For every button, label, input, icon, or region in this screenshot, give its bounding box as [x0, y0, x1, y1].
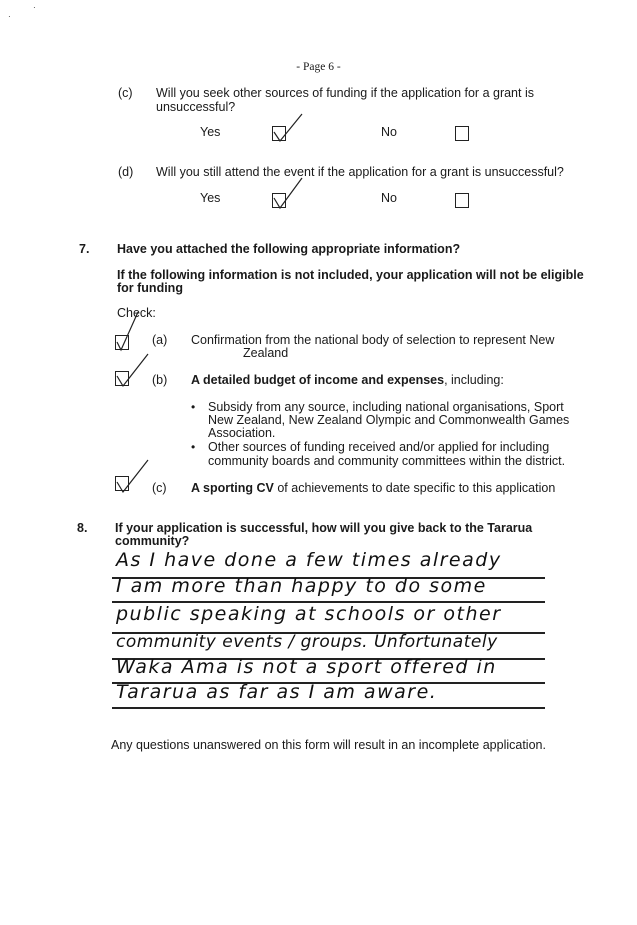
question-7-warning-line2: for funding: [117, 281, 183, 295]
bullet-2-line1: Other sources of funding received and/or applied for including: [208, 440, 550, 454]
item-c-text-bold: A sporting CV: [191, 481, 274, 495]
checkmark-icon: [268, 176, 306, 214]
answer-line-3: public speaking at schools or other: [116, 603, 502, 625]
bullet-1-line1: Subsidy from any source, including national organisations, Sport: [208, 400, 564, 414]
check-label: Check:: [117, 306, 156, 320]
question-8-line1: If your application is successful, how will you give back to the Tararua: [115, 521, 533, 535]
answer-line-5: Waka Ama is not a sport offered in: [116, 656, 497, 678]
question-7-text: Have you attached the following appropriate information?: [117, 242, 461, 256]
scan-speck: ·: [33, 3, 36, 12]
question-8-number: 8.: [77, 521, 88, 535]
item-b-text-bold: A detailed budget of income and expenses: [191, 373, 445, 387]
checkmark-icon: [268, 112, 306, 148]
answer-line-1: As I have done a few times already: [116, 549, 502, 571]
question-7-warning-line1: If the following information is not included, your application will not be eligible: [117, 268, 584, 282]
question-d-text: Will you still attend the event if the application for a grant is unsuccessful?: [156, 165, 564, 179]
bullet-1-line3: Association.: [208, 426, 276, 440]
question-c-text-line2: unsuccessful?: [156, 100, 236, 114]
question-c-no-checkbox[interactable]: [455, 126, 469, 141]
item-b-text: [191, 373, 504, 387]
question-c-text-line1: Will you seek other sources of funding if the application for a grant is: [156, 86, 534, 100]
answer-line-2: I am more than happy to do some: [116, 575, 487, 597]
bullet-1-line2: New Zealand, New Zealand Olympic and Commonwealth Games: [208, 413, 570, 427]
question-7-number: 7.: [79, 242, 90, 256]
question-d-letter: (d): [118, 165, 134, 179]
item-c-text-rest: of achievements to date specific to this application: [273, 481, 556, 495]
item-c-text: [191, 481, 555, 495]
question-d-no-label: No: [381, 191, 397, 205]
bullet-icon: •: [191, 400, 196, 414]
footer-note: Any questions unanswered on this form will result in an incomplete application.: [111, 738, 546, 752]
bullet-icon: •: [191, 440, 196, 454]
answer-line-6: Tararua as far as I am aware.: [116, 681, 438, 703]
question-c-yes-label: Yes: [200, 125, 221, 139]
question-c-letter: (c): [118, 86, 133, 100]
item-a-text-line1: Confirmation from the national body of selection to represent New: [191, 333, 555, 347]
checkmark-icon: [112, 458, 152, 496]
answer-line-4: community events / groups. Unfortunately: [116, 632, 498, 652]
checkmark-icon: [112, 310, 146, 354]
question-c-no-label: No: [381, 125, 397, 139]
scan-speck: ·: [8, 12, 11, 21]
item-a-text-line2: Zealand: [243, 346, 289, 360]
question-d-no-checkbox[interactable]: [455, 193, 469, 208]
checkmark-icon: [112, 352, 152, 390]
bullet-2-line2: community boards and community committees within the district.: [208, 454, 566, 468]
answer-rule: [112, 707, 545, 709]
question-d-yes-label: Yes: [200, 191, 221, 205]
page-number: - Page 6 -: [296, 61, 341, 73]
question-8-line2: community?: [115, 534, 190, 548]
item-a-letter: (a): [152, 333, 168, 347]
item-c-letter: (c): [152, 481, 167, 495]
item-b-text-rest: , including:: [444, 373, 504, 387]
item-b-letter: (b): [152, 373, 168, 387]
